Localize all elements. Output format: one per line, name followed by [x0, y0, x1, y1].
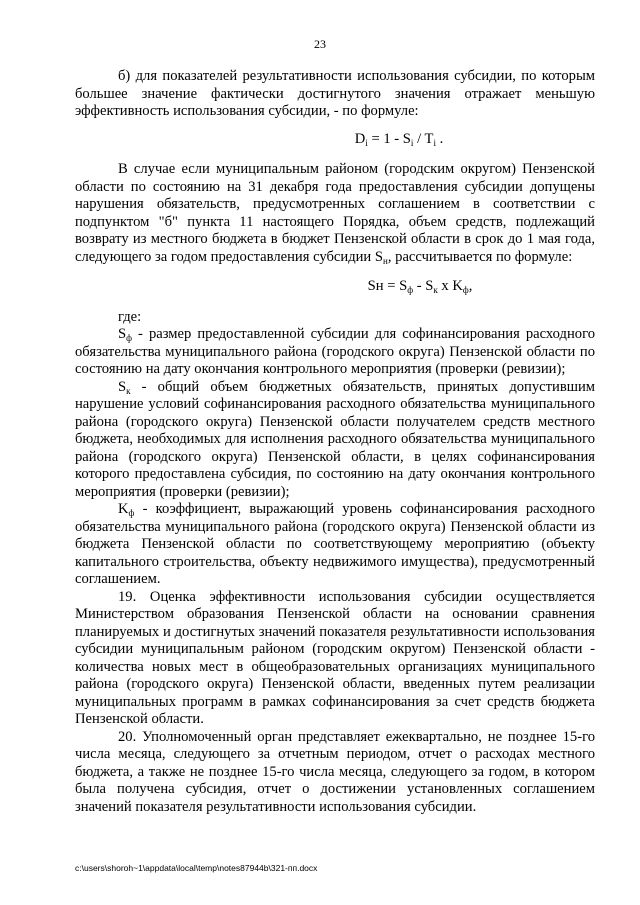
paragraph-b: б) для показателей результативности использования субсидии, по которым большее значение фактически достигнутого значения отражает меньшую эффективность использования субсидии, - по формуле:	[75, 68, 595, 119]
definition-s-k: $S_к$ - общий объем бюджетных обязательств, принятых допустившим нарушение условий софинансирования расходного обязательства муниципального района (городского округа) Пензенской области получателем средств местного бюджета, необходимых для исполнения расходного обязательства муниципального района (городского округа) Пензенской области, в целях софинансирования которого предоставлена субсидия, по состоянию на дату окончания контрольного мероприятия (проверки (ревизии);	[75, 378, 595, 500]
definition-s-f: $S_ф$ - размер предоставленной субсидии для софинансирования расходного обязательства муниципального района (городского округа) Пензенской области по состоянию на дату окончания контрольного мероприятия (проверки (ревизии);	[75, 326, 595, 377]
footer-file-path: c:\users\shoroh~1\appdata\local\temp\notes87944b\321-пп.docx	[75, 863, 318, 873]
paragraph-violation-case: В случае если муниципальным районом (городским округом) Пензенской области по состоянию на 31 декабря года предоставления субсидии допущены нарушения обязательств, предусмотренных соглашением в соответствии с подпунктом "б" пункта 11 настоящего Порядка, объем средств, подлежащий возврату из местного бюджета в бюджет Пензенской области в срок до 1 мая года, следующего за годом предоставления субсидии $S_н$, рассчитывается по формуле:	[75, 161, 595, 266]
where-label: где:	[118, 308, 142, 325]
document-body	[75, 68, 595, 816]
formula-refund: Sн = $S_ф - S_к$ x $K_ф$,	[367, 278, 473, 295]
page-number: 23	[314, 37, 326, 51]
paragraph-20: 20. Уполномоченный орган представляет ежеквартально, не позднее 15-го числа месяца, следующего за отчетным периодом, отчет о расходах местного бюджета, а также не позднее 15-го числа месяца, следующего за годом, в котором была получена субсидия, отчет о достижении установленных соглашением значений показателя результативности использования субсидии.	[75, 728, 595, 815]
formula-efficiency: $D_i = 1 - S_i / T_i$ .	[354, 130, 444, 148]
definition-k-f: $K_ф$ - коэффициент, выражающий уровень софинансирования расходного обязательства муниципального района (городского округа) Пензенской области из бюджета Пензенской области по соответствующему мероприятию (объекту капитального строительства, объекту недвижимого имущества), предусмотренный соглашением.	[75, 501, 595, 587]
paragraph-19: 19. Оценка эффективности использования субсидии осуществляется Министерством образования Пензенской области на основании сравнения планируемых и достигнутых значений показателя результативности использования субсидии муниципальным районом (городским округом) Пензенской области - количества новых мест в общеобразовательных организациях муниципального района (городского округа) Пензенской области, введенных путем реализации муниципальных программ в рамках софинансирования за счет средств бюджета Пензенской области.	[75, 588, 595, 727]
